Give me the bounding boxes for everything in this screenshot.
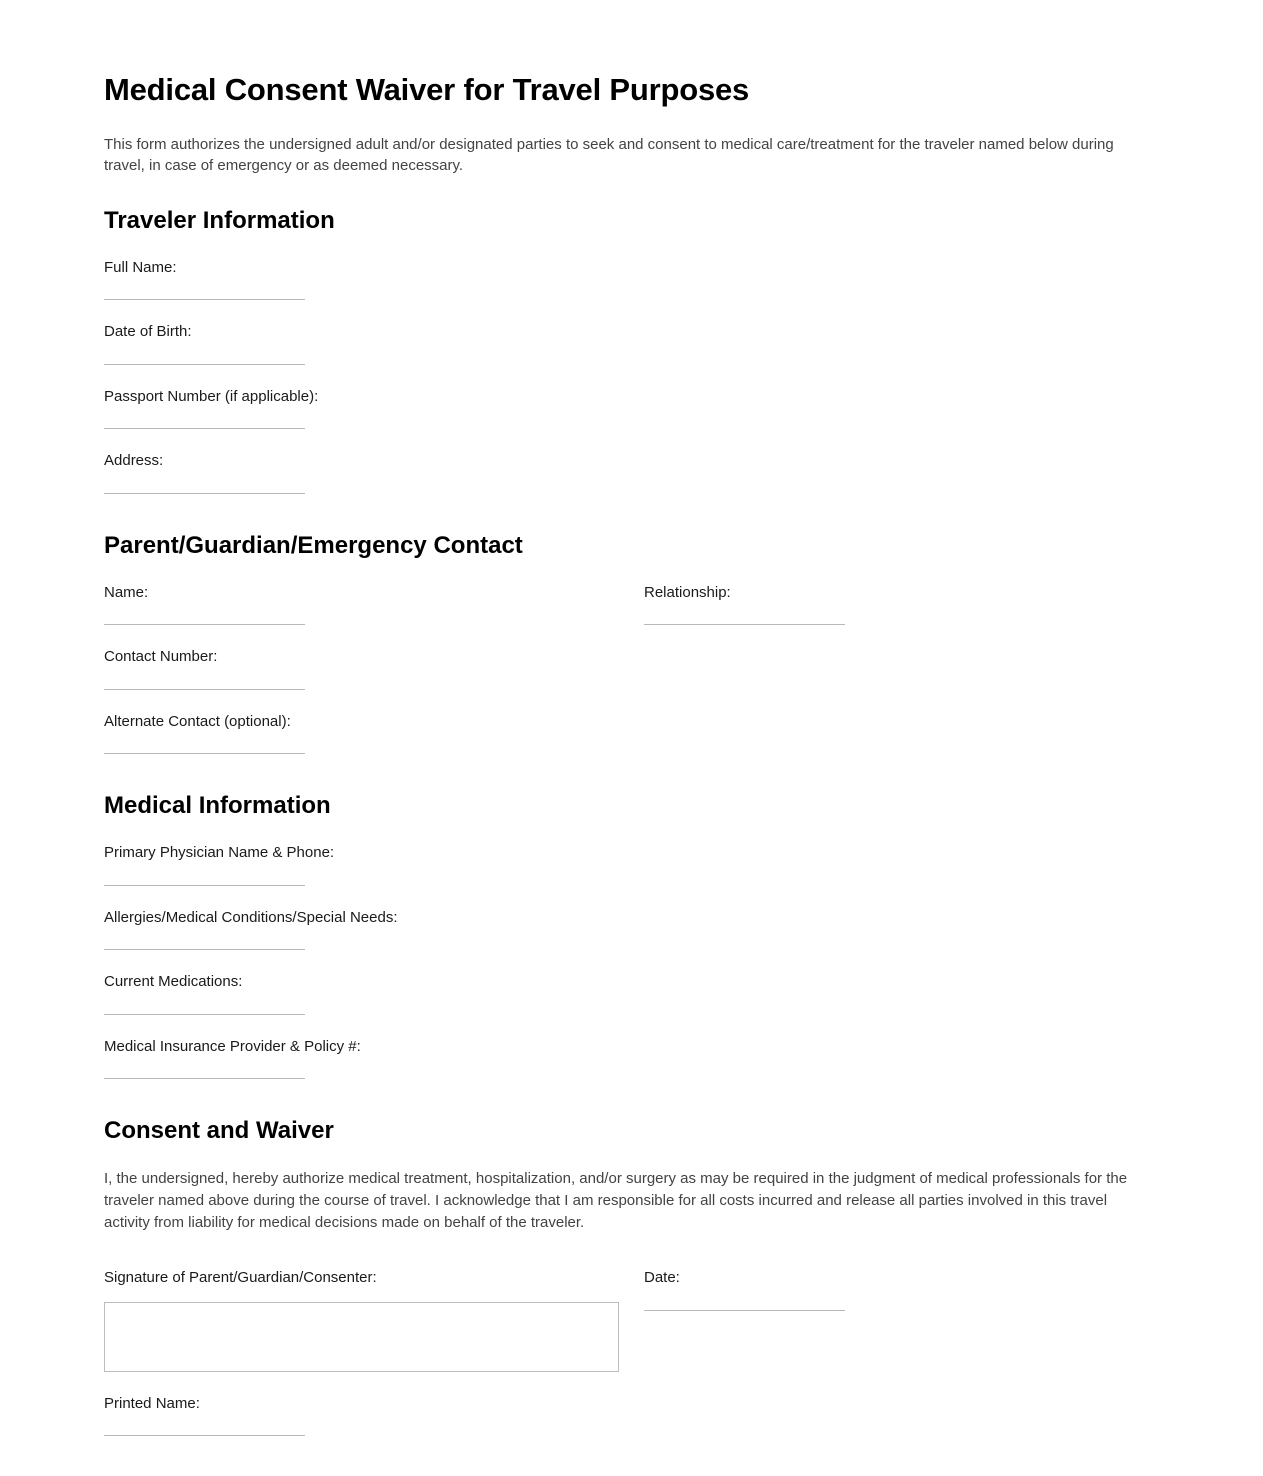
input-line-passport-number[interactable] — [104, 428, 305, 429]
input-line-contact-name[interactable] — [104, 624, 305, 625]
field-label-relationship: Relationship: — [644, 583, 731, 601]
field-label-contact-number: Contact Number: — [104, 648, 218, 666]
input-line-date-of-birth[interactable] — [104, 364, 305, 365]
consent-paragraph: I, the undersigned, hereby authorize medical treatment, hospitalization, and/or surgery as may be required in the judgment of medical professionals for the traveler named above during the course of travel. I acknowledge that I am responsible for all costs incurred and release all parties involved in this travel activity from liability for medical decisions made on behalf of the traveler. — [104, 1169, 1128, 1232]
input-line-current-medications[interactable] — [104, 1014, 305, 1015]
traveler-fields-column — [104, 258, 644, 494]
signature-grid — [104, 1268, 1159, 1436]
input-line-full-name[interactable] — [104, 299, 305, 300]
section-consent-and-waiver — [104, 1117, 1159, 1436]
field-label-insurance-provider: Medical Insurance Provider & Policy #: — [104, 1037, 361, 1055]
page-title: Medical Consent Waiver for Travel Purposes — [104, 72, 750, 107]
field-label-contact-name: Name: — [104, 583, 149, 601]
input-line-address[interactable] — [104, 493, 305, 494]
intro-paragraph: This form authorizes the undersigned adult and/or designated parties to seek and consent to medical care/treatment for the traveler named below during travel, in case of emergency or as deemed necessary. — [104, 135, 1114, 175]
input-line-relationship[interactable] — [644, 624, 845, 625]
date-column — [644, 1268, 1159, 1436]
field-label-date: Date: — [644, 1269, 680, 1287]
field-label-alternate-contact: Alternate Contact (optional): — [104, 712, 291, 730]
section-traveler-information — [104, 207, 1159, 494]
contact-relationship-column — [644, 583, 1159, 755]
field-label-current-medications: Current Medications: — [104, 973, 243, 991]
field-full-name — [104, 258, 644, 301]
signature-column — [104, 1268, 644, 1436]
section-heading-emergency-contact: Parent/Guardian/Emergency Contact — [104, 531, 523, 559]
field-label-address: Address: — [104, 452, 164, 470]
field-label-signature: Signature of Parent/Guardian/Consenter: — [104, 1269, 377, 1287]
section-heading-traveler-information: Traveler Information — [104, 207, 335, 235]
traveler-fields-grid — [104, 258, 1159, 494]
field-address — [104, 451, 644, 494]
section-heading-medical-information: Medical Information — [104, 792, 331, 820]
input-line-allergies-conditions[interactable] — [104, 949, 305, 950]
field-printed-name — [104, 1394, 644, 1437]
input-line-primary-physician[interactable] — [104, 885, 305, 886]
input-line-alternate-contact[interactable] — [104, 753, 305, 754]
medical-fields-column — [104, 843, 644, 1079]
field-contact-name — [104, 583, 644, 626]
input-line-contact-number[interactable] — [104, 689, 305, 690]
field-date-of-birth — [104, 322, 644, 365]
traveler-right-column — [644, 258, 1159, 494]
field-label-passport-number: Passport Number (if applicable): — [104, 387, 319, 405]
field-label-printed-name: Printed Name: — [104, 1394, 200, 1412]
input-line-printed-name[interactable] — [104, 1435, 305, 1436]
field-alternate-contact — [104, 712, 644, 755]
field-contact-number — [104, 647, 644, 690]
field-label-allergies-conditions: Allergies/Medical Conditions/Special Needs: — [104, 908, 398, 926]
field-relationship — [644, 583, 1159, 626]
section-emergency-contact — [104, 532, 1159, 754]
field-allergies-conditions — [104, 908, 644, 951]
medical-right-column — [644, 843, 1159, 1079]
field-primary-physician — [104, 843, 644, 886]
field-current-medications — [104, 972, 644, 1015]
contact-fields-grid — [104, 583, 1159, 755]
section-medical-information — [104, 792, 1159, 1079]
field-label-date-of-birth: Date of Birth: — [104, 323, 192, 341]
input-line-date[interactable] — [644, 1310, 845, 1311]
signature-input-box[interactable] — [104, 1302, 619, 1372]
field-label-primary-physician: Primary Physician Name & Phone: — [104, 844, 335, 862]
contact-fields-column — [104, 583, 644, 755]
section-heading-consent-and-waiver: Consent and Waiver — [104, 1117, 334, 1145]
field-insurance-provider — [104, 1037, 644, 1080]
input-line-insurance-provider[interactable] — [104, 1078, 305, 1079]
field-date — [644, 1268, 1159, 1311]
field-passport-number — [104, 387, 644, 430]
field-signature — [104, 1268, 644, 1372]
field-label-full-name: Full Name: — [104, 258, 177, 276]
medical-fields-grid — [104, 843, 1159, 1079]
